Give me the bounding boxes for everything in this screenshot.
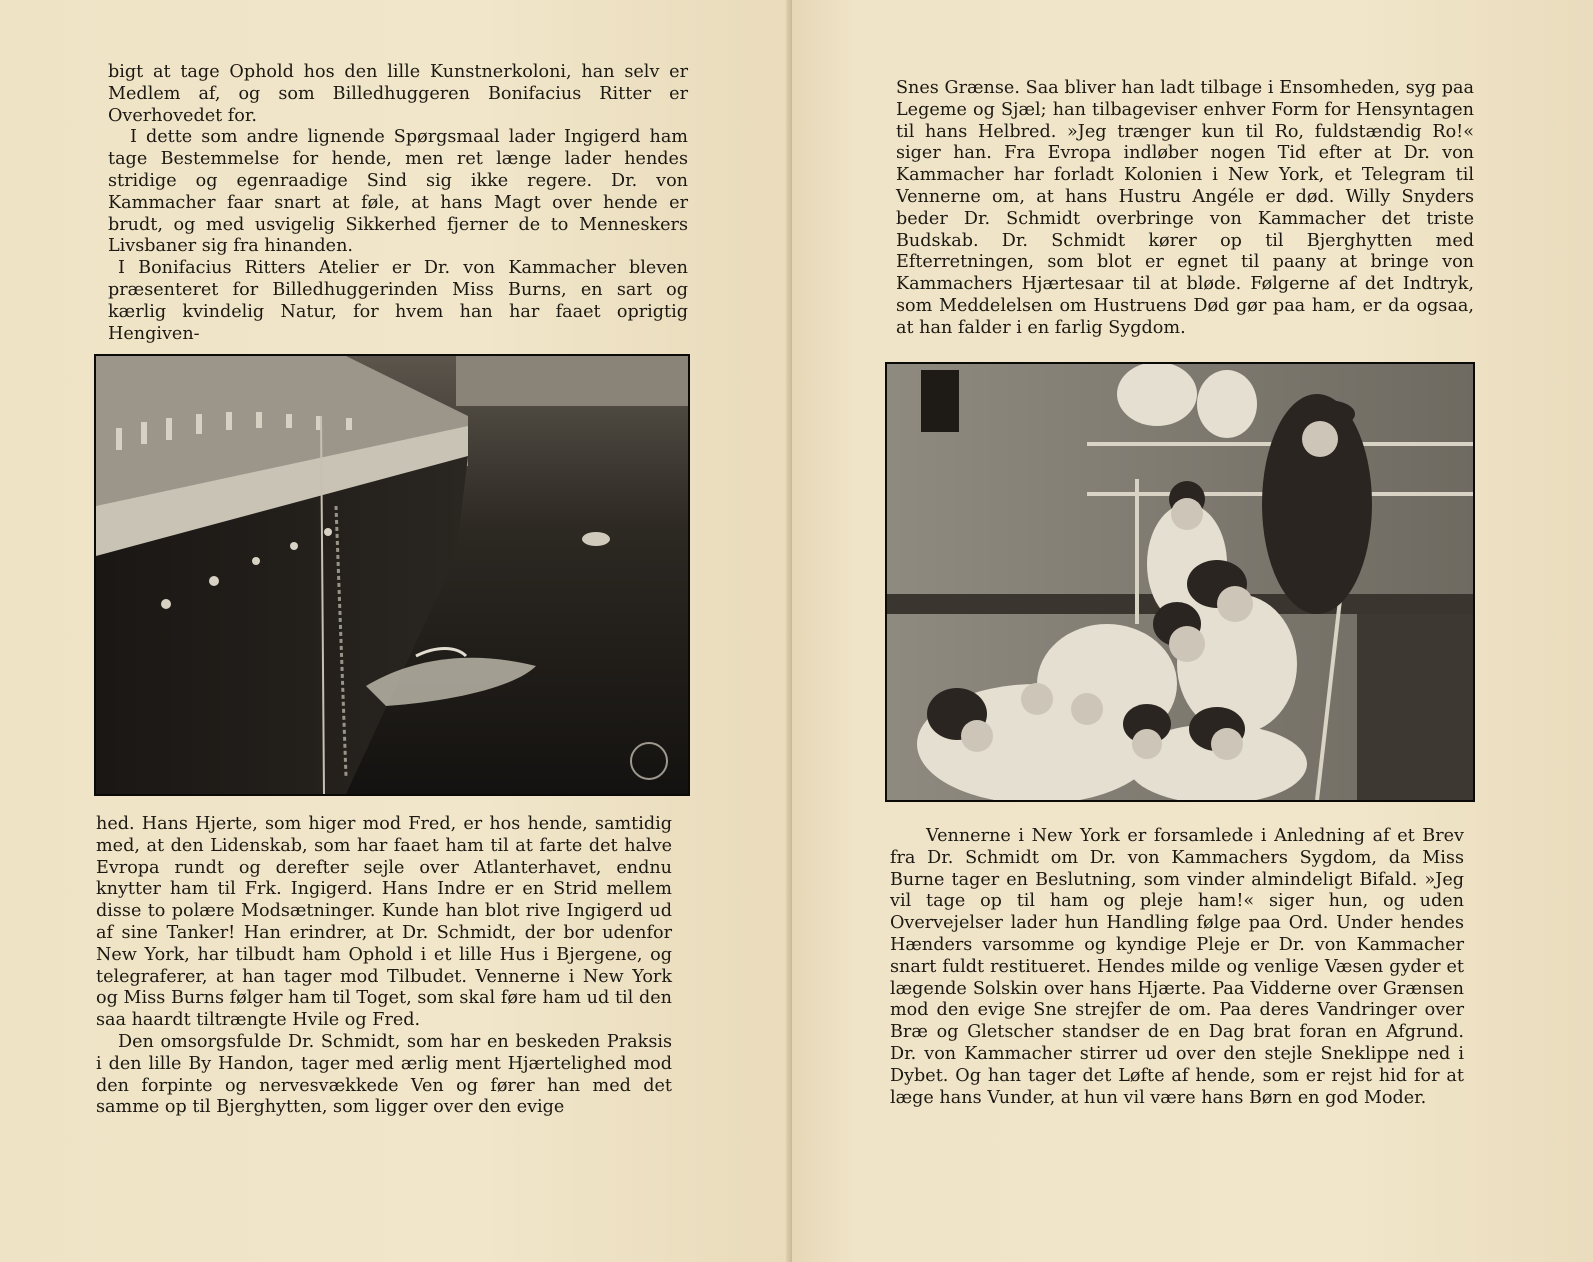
right-paragraph-2: Vennerne i New York er forsamlede i Anledning af et Brev fra Dr. Schmidt om Dr. von Kammachers Sygdom, da Miss Burne tager en Beslutning, som vinder almindeligt Bifald. »Jeg vil tage op til ham og pleje ham!« siger hun, og uden Overvejelser lader hun Handling følge paa Ord. Under hendes Hænders varsomme og kyndige Pleje er Dr. von Kammacher snart fuldt restitueret. Hendes milde og venlige Væsen gyder et lægende Solskin over hans Hjærte. Paa Vidderne over Grænsen mod den evige Sne strejfer de om. Paa deres Vandringer over Bræ og Gletscher standser de en Dag brat foran en Afgrund. Dr. von Kammacher stirrer ud over den stejle Sneklippe ned i Dybet. Og han tager det Løfte af hende, som er rejst hid for at læge hans Vunder, at hun vil være hans Børn en god Moder.	[890, 826, 1464, 1108]
deck-crowd-photo-image	[887, 364, 1473, 800]
left-text-bottom	[96, 814, 672, 1119]
right-paragraph-1: Snes Grænse. Saa bliver han ladt tilbage i Ensomheden, syg paa Legeme og Sjæl; han tilbageviser enhver Form for Hensyntagen til hans Helbred. »Jeg trænger kun til Ro, fuldstændig Ro!« siger han. Fra Evropa indløber nogen Tid efter at Dr. von Kammacher har forladt Kolonien i New York, et Telegram til Vennerne om, at hans Hustru Angéle er død. Willy Snyders beder Dr. Schmidt overbringe von Kammacher det triste Budskab. Dr. Schmidt kører op til Bjerghytten med Efterretningen, som blot er egnet til paany at bringe von Kammachers Hjærtesaar til at bløde. Følgerne af det Indtryk, som Meddelelsen om Hustruens Død gør paa ham, er da ogsaa, at han falder i en farlig Sygdom.	[896, 78, 1474, 338]
right-page	[792, 0, 1593, 1262]
ship-photo-image	[96, 356, 688, 794]
left-page	[0, 0, 792, 1262]
left-paragraph-4: hed. Hans Hjerte, som higer mod Fred, er hos hende, samtidig med, at den Lidenskab, som har faaet ham til at farte det halve Evropa rundt og derefter sejle over Atlanterhavet, endnu knytter ham til Frk. Ingigerd. Hans Indre er en Strid mellem disse to polære Modsætninger. Kunde han blot rive Ingigerd ud af sine Tanker! Han erindrer, at Dr. Schmidt, der bor udenfor New York, har tilbudt ham Ophold i et lille Hus i Bjergene, og telegraferer, at han tager mod Tilbudet. Vennerne i New York og Miss Burns følger ham til Toget, som skal føre ham ud til den saa haardt tiltrængte Hvile og Fred.	[96, 814, 672, 1031]
left-paragraph-2: I dette som andre lignende Spørgsmaal lader Ingigerd ham tage Bestemmelse for hende, men ret længe lader hendes stridige og egenraadige Sind sig ikke regere. Dr. von Kammacher faar snart at føle, at hans Magt over hende er brudt, og med usvigelig Sikkerhed fjerner de to Menneskers Livsbaner sig fra hinanden.	[108, 127, 688, 257]
right-text-top	[896, 78, 1474, 340]
right-text-bottom	[890, 826, 1464, 1109]
deck-crowd-photo	[885, 362, 1475, 802]
ship-photo	[94, 354, 690, 796]
left-paragraph-1: bigt at tage Ophold hos den lille Kunstnerkoloni, han selv er Medlem af, og som Billedhuggeren Bonifacius Ritter er Overhovedet for.	[108, 62, 688, 126]
left-paragraph-5: Den omsorgsfulde Dr. Schmidt, som har en beskeden Praksis i den lille By Handon, tager med ærlig ment Hjærtelighed mod den forpinte og nervesvækkede Ven og fører han med det samme op til Bjerghytten, som ligger over den evige	[96, 1031, 672, 1118]
left-paragraph-3: I Bonifacius Ritters Atelier er Dr. von Kammacher bleven præsenteret for Billedhuggerinden Miss Burns, en sart og kærlig kvindelig Natur, for hvem han har faaet oprigtig Hengiven-	[108, 258, 688, 344]
left-text-top	[108, 62, 688, 345]
